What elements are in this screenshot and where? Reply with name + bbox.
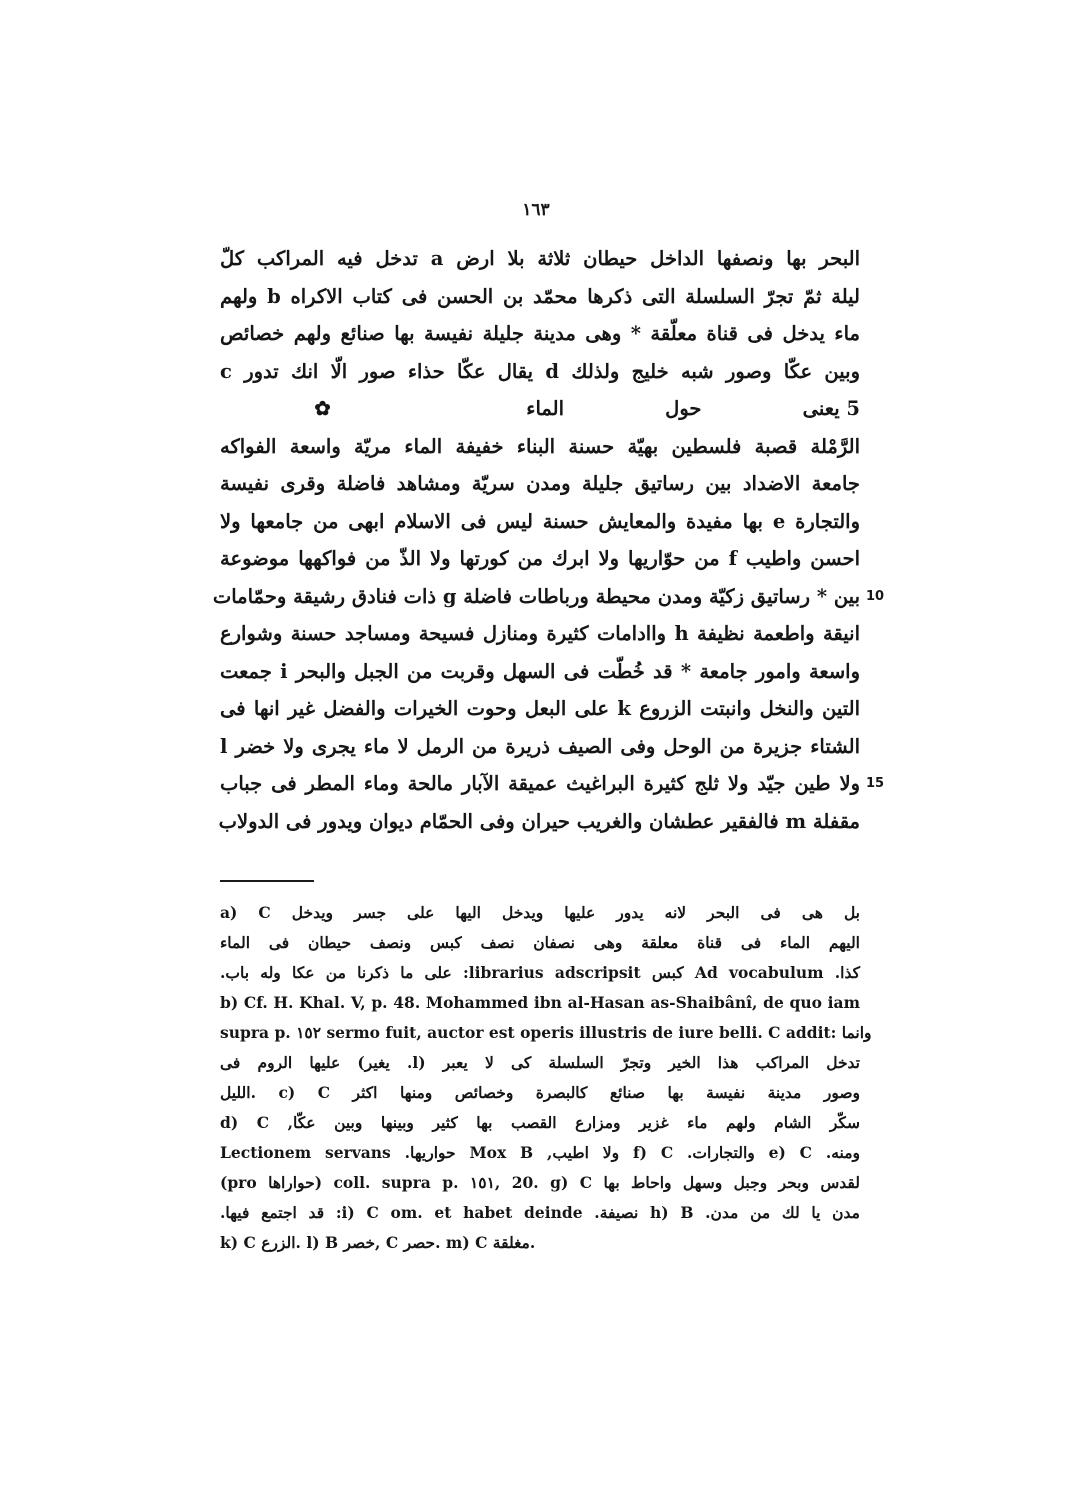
text-line: بين * رساتيق زكيّة ومدن محيطة ورباطات فاضلة g ذات فنادق رشيقة وحمّامات <box>212 584 860 608</box>
footnote-line: k) C الزرع. l) B خصر, C حصر. m) C مغلقة. <box>220 1233 536 1252</box>
text-line: وبين عكّا وصور شبه خليج ولذلك d يقال عكّا حذاء صور الّا انك تدور c <box>220 359 860 383</box>
text-line: والتجارة e بها مفيدة والمعايش حسنة ليس فى الاسلام ابهى من جامعها ولا <box>220 509 860 533</box>
footnote-line: اليهم الماء فى قناة معلقة وهى نصفان نصف كبس ونصف حيطان فى الماء <box>220 933 860 952</box>
page-number: ١٦٣ <box>522 200 550 220</box>
text-line: ولا طين جيّد ولا ثلج كثيرة البراغيث عميقة الآبار مالحة وماء المطر فى جباب <box>220 772 860 795</box>
text-line: البحر بها ونصفها الداخل حيطان ثلاثة بلا ارض a تدخل فيه المراكب كلّ <box>220 247 860 270</box>
footnote-line: كذا. Ad vocabulum كبس librarius adscripsit: على ما ذكرنا من عكا وله باب. <box>220 963 860 982</box>
footnote-line: وصور مدينة نفيسة بها صنائع كالبصرة وخصائص ومنها اكثر c) C .الليل <box>220 1083 860 1102</box>
text-line: الرَّمْلة قصبة فلسطين بهيّة حسنة البناء خفيفة الماء مريّة واسعة الفواكه <box>220 434 860 458</box>
footnote-divider <box>220 880 314 882</box>
text-line: مقفلة m فالفقير عطشان والغريب حيران وفى الحمّام ديوان ويدور فى الدولاب <box>218 809 860 833</box>
text-line: التين والنخل وانبتت الزروع k على البعل وحوت الخيرات والفضل غير انها فى <box>220 697 860 720</box>
text-line: 5 يعنى حول الماء ✿ <box>220 397 860 420</box>
footnote-line: a) C بل هى فى البحر لانه يدور عليها ويدخل اليها على جسر ويدخل <box>220 903 860 922</box>
text-line: الشتاء جزيرة من الوحل وفى الصيف ذريرة من الرمل لا ماء يجرى ولا خضر l <box>220 734 860 758</box>
text-line: احسن واطيب f من حوّاريها ولا ابرك من كورتها ولا الذّ من فواكهها موضوعة <box>220 547 860 570</box>
footnote-line: تدخل المراكب هذا الخير وتجرّ السلسلة كى لا يعبر (l. يغير) عليها الروم فى <box>220 1053 860 1072</box>
text-line: جامعة الاضداد بين رساتيق جليلة ومدن سريّة ومشاهد فاضلة وقرى نفيسة <box>220 472 860 495</box>
footnote-line: b) Cf. H. Khal. V, p. 48. Mohammed ibn al-Hasan as-Shaibânî, de quo iam <box>220 993 860 1012</box>
margin-line-number: 15 <box>866 776 885 791</box>
footnotes-block <box>220 898 872 1258</box>
footnote-line: (pro حواراها) coll. supra p. ١٥١, 20. g) C لقدس وبحر وجبل وسهل واحاط بها <box>220 1173 860 1192</box>
footnote-line: d) C ,سكّر الشام ولهم ماء غزير ومزارع القصب بها كثير وبينها وبين عكّا <box>220 1113 860 1132</box>
text-line: ماء يدخل فى قناة معلّقة * وهى مدينة جليلة نفيسة بها صنائع ولهم خصائص <box>220 322 860 345</box>
margin-line-number: 10 <box>866 588 885 604</box>
text-line: واسعة وامور جامعة * قد خُطّت فى السهل وقربت من الجبل والبحر i جمعت <box>220 659 860 683</box>
text-line: ليلة ثمّ تجرّ السلسلة التى ذكرها محمّد بن الحسن فى كتاب الاكراه b ولهم <box>220 284 860 308</box>
footnote-line: supra p. ١٥٢ sermo fuit, auctor est operis illustris de iure belli. C addit: وانما <box>220 1023 872 1042</box>
main-text-block <box>212 240 861 840</box>
footnote-line: ومنه. e) C والتجارات. f) C ولا اطيب, Mox B حواريها. Lectionem servans <box>220 1143 861 1162</box>
footnote-line: مدن يا لك من مدن. h) B نصيفة. i) C om. et habet deinde: قد اجتمع فيها. <box>220 1203 860 1222</box>
text-line: انيقة واطعمة نظيفة h واادامات كثيرة ومنازل فسيحة ومساجد حسنة وشوارع <box>220 622 861 645</box>
